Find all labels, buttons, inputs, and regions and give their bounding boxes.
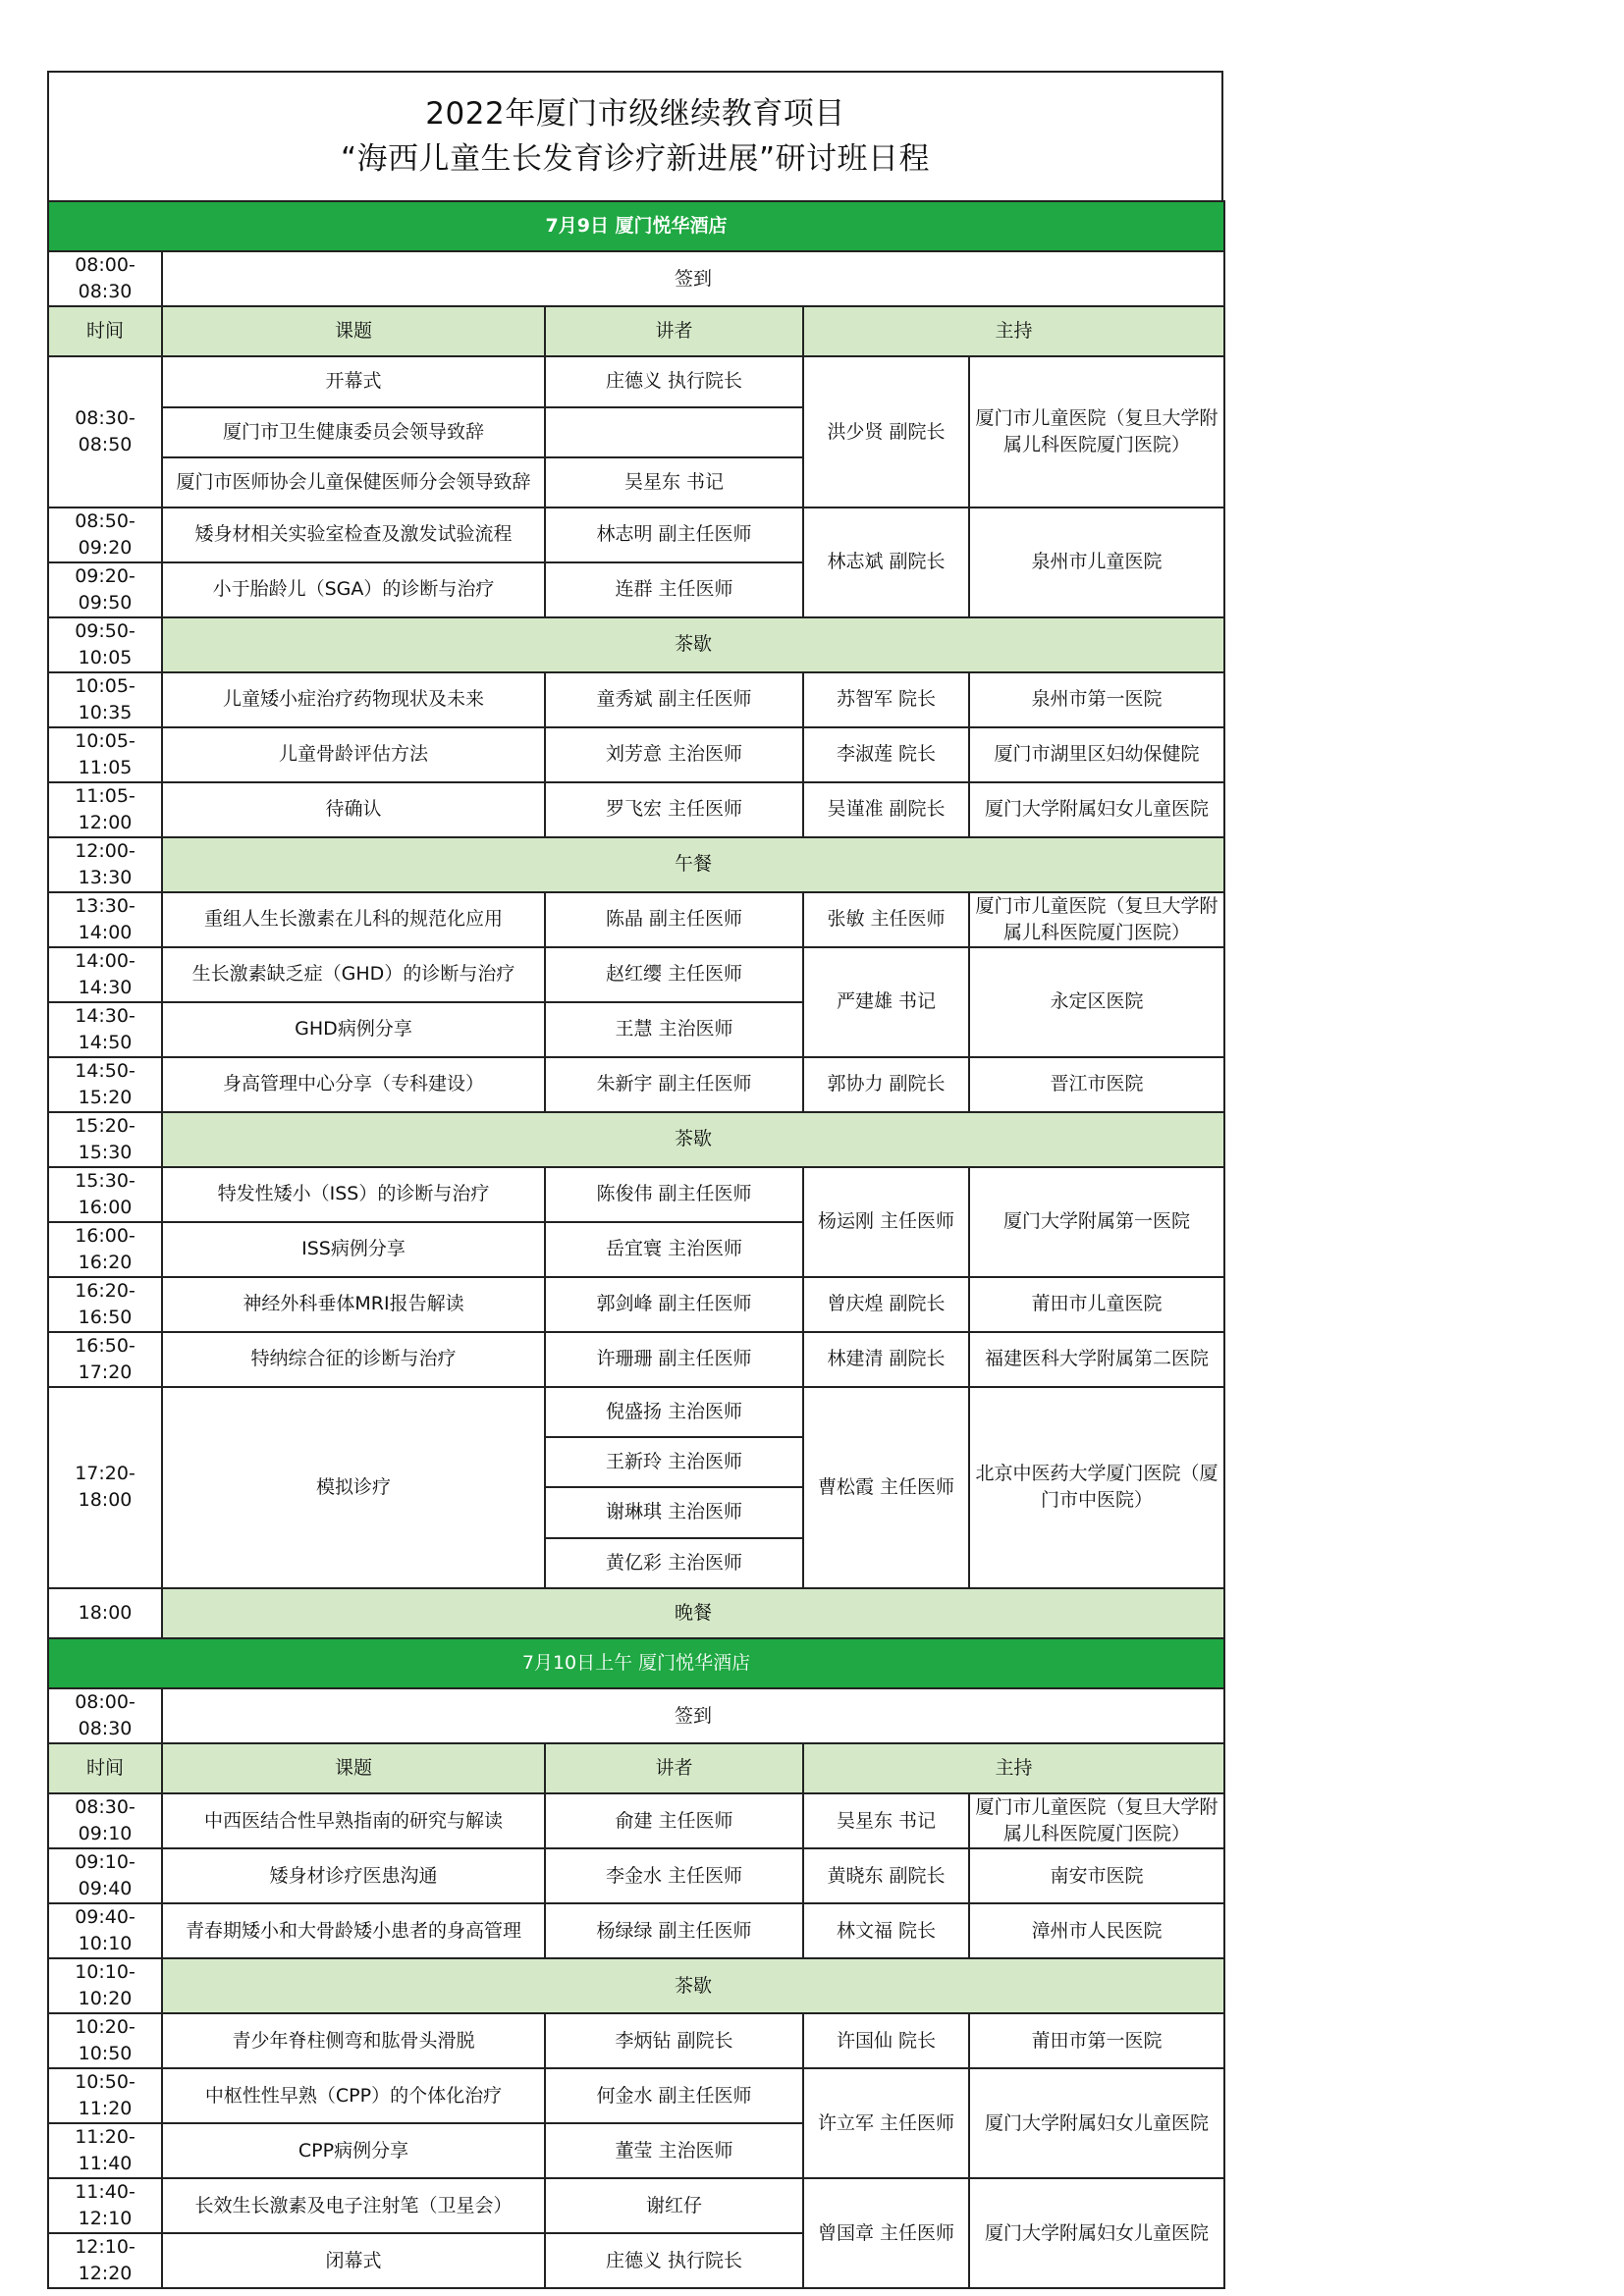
topic-cell: CPP病例分享 <box>162 2123 545 2178</box>
header-time: 时间 <box>48 1743 162 1793</box>
speaker-cell: 李金水 主任医师 <box>545 1848 803 1903</box>
host-cell: 黄晓东 副院长 <box>803 1848 969 1903</box>
time-cell: 10:20-10:50 <box>48 2013 162 2068</box>
topic-cell: 儿童骨龄评估方法 <box>162 727 545 782</box>
org-cell: 漳州市人民医院 <box>969 1903 1224 1958</box>
break-label: 茶歇 <box>162 1958 1224 2013</box>
host-cell: 张敏 主任医师 <box>803 892 969 947</box>
host-cell: 洪少贤 副院长 <box>803 356 969 507</box>
table-row <box>48 251 1224 306</box>
topic-cell: 小于胎龄儿（SGA）的诊断与治疗 <box>162 562 545 617</box>
org-cell: 莆田市第一医院 <box>969 2013 1224 2068</box>
host-cell: 吴谨准 副院长 <box>803 782 969 837</box>
host-cell: 李淑莲 院长 <box>803 727 969 782</box>
schedule-document <box>47 71 1223 2289</box>
org-cell: 厦门大学附属妇女儿童医院 <box>969 782 1224 837</box>
table-row <box>48 727 1224 782</box>
table-row <box>48 1903 1224 1958</box>
table-row <box>48 1167 1224 1222</box>
org-cell: 南安市医院 <box>969 1848 1224 1903</box>
org-cell: 永定区医院 <box>969 947 1224 1057</box>
topic-cell: 重组人生长激素在儿科的规范化应用 <box>162 892 545 947</box>
break-row <box>48 837 1224 892</box>
break-row <box>48 1112 1224 1167</box>
break-row <box>48 1958 1224 2013</box>
speaker-cell <box>545 407 803 457</box>
speaker-cell: 刘芳意 主治医师 <box>545 727 803 782</box>
signin-cell: 签到 <box>162 1688 1224 1743</box>
org-cell: 厦门大学附属第一医院 <box>969 1167 1224 1277</box>
section-title: 7月10日上午 厦门悦华酒店 <box>48 1638 1224 1688</box>
topic-cell: ISS病例分享 <box>162 1222 545 1277</box>
host-cell: 苏智军 院长 <box>803 672 969 727</box>
time-cell: 10:50-11:20 <box>48 2068 162 2123</box>
table-row <box>48 2068 1224 2123</box>
topic-cell: GHD病例分享 <box>162 1002 545 1057</box>
table-row <box>48 2178 1224 2233</box>
signin-cell: 签到 <box>162 251 1224 306</box>
break-label: 午餐 <box>162 837 1224 892</box>
table-row <box>48 782 1224 837</box>
break-label: 茶歇 <box>162 617 1224 672</box>
time-cell: 10:10-10:20 <box>48 1958 162 2013</box>
time-cell: 13:30-14:00 <box>48 892 162 947</box>
host-cell: 杨运刚 主任医师 <box>803 1167 969 1277</box>
speaker-cell: 倪盛扬 主治医师 <box>545 1387 803 1437</box>
topic-cell: 特纳综合征的诊断与治疗 <box>162 1332 545 1387</box>
speaker-cell: 王新玲 主治医师 <box>545 1437 803 1487</box>
time-cell: 14:00-14:30 <box>48 947 162 1002</box>
speaker-cell: 罗飞宏 主任医师 <box>545 782 803 837</box>
topic-cell: 厦门市医师协会儿童保健医师分会领导致辞 <box>162 457 545 507</box>
time-cell: 10:05-10:35 <box>48 672 162 727</box>
time-cell: 12:10-12:20 <box>48 2233 162 2288</box>
header-speaker: 讲者 <box>545 1743 803 1793</box>
speaker-cell: 杨绿绿 副主任医师 <box>545 1903 803 1958</box>
org-cell: 晋江市医院 <box>969 1057 1224 1112</box>
time-cell: 11:20-11:40 <box>48 2123 162 2178</box>
org-cell: 北京中医药大学厦门医院（厦门市中医院） <box>969 1387 1224 1588</box>
section-row-day1 <box>48 201 1224 251</box>
host-cell: 林志斌 副院长 <box>803 507 969 617</box>
speaker-cell: 庄德义 执行院长 <box>545 2233 803 2288</box>
speaker-cell: 朱新宇 副主任医师 <box>545 1057 803 1112</box>
topic-cell: 青少年脊柱侧弯和肱骨头滑脱 <box>162 2013 545 2068</box>
table-row <box>48 1688 1224 1743</box>
table-row <box>48 947 1224 1002</box>
time-cell: 14:50-15:20 <box>48 1057 162 1112</box>
header-speaker: 讲者 <box>545 306 803 356</box>
topic-cell: 生长激素缺乏症（GHD）的诊断与治疗 <box>162 947 545 1002</box>
title-line-1: 2022年厦门市级继续教育项目 <box>425 96 845 132</box>
topic-cell: 模拟诊疗 <box>162 1387 545 1588</box>
speaker-cell: 李炳钻 副院长 <box>545 2013 803 2068</box>
org-cell: 福建医科大学附属第二医院 <box>969 1332 1224 1387</box>
speaker-cell: 庄德义 执行院长 <box>545 356 803 406</box>
time-cell: 08:00-08:30 <box>48 1688 162 1743</box>
header-row <box>48 1743 1224 1793</box>
header-host: 主持 <box>803 306 1224 356</box>
time-cell: 16:50-17:20 <box>48 1332 162 1387</box>
time-cell: 08:50-09:20 <box>48 507 162 562</box>
header-host: 主持 <box>803 1743 1224 1793</box>
org-cell: 泉州市第一医院 <box>969 672 1224 727</box>
topic-cell: 开幕式 <box>162 356 545 406</box>
topic-cell: 特发性矮小（ISS）的诊断与治疗 <box>162 1167 545 1222</box>
section-row-day2 <box>48 1638 1224 1688</box>
time-cell: 10:05-11:05 <box>48 727 162 782</box>
time-cell: 16:00-16:20 <box>48 1222 162 1277</box>
speaker-cell: 俞建 主任医师 <box>545 1793 803 1848</box>
topic-cell: 中枢性性早熟（CPP）的个体化治疗 <box>162 2068 545 2123</box>
time-cell: 09:40-10:10 <box>48 1903 162 1958</box>
topic-cell: 矮身材诊疗医患沟通 <box>162 1848 545 1903</box>
speaker-cell: 岳宜寰 主治医师 <box>545 1222 803 1277</box>
speaker-cell: 郭剑峰 副主任医师 <box>545 1277 803 1332</box>
org-cell: 厦门大学附属妇女儿童医院 <box>969 2068 1224 2178</box>
table-row <box>48 356 1224 406</box>
host-cell: 曾庆煌 副院长 <box>803 1277 969 1332</box>
speaker-cell: 吴星东 书记 <box>545 457 803 507</box>
topic-cell: 青春期矮小和大骨龄矮小患者的身高管理 <box>162 1903 545 1958</box>
time-cell: 15:30-16:00 <box>48 1167 162 1222</box>
host-cell: 林建清 副院长 <box>803 1332 969 1387</box>
header-topic: 课题 <box>162 306 545 356</box>
speaker-cell: 连群 主任医师 <box>545 562 803 617</box>
table-row <box>48 1387 1224 1437</box>
org-cell: 厦门市湖里区妇幼保健院 <box>969 727 1224 782</box>
table-row <box>48 892 1224 947</box>
host-cell: 严建雄 书记 <box>803 947 969 1057</box>
break-row <box>48 617 1224 672</box>
time-cell: 12:00-13:30 <box>48 837 162 892</box>
time-cell: 09:20-09:50 <box>48 562 162 617</box>
time-cell: 08:30-09:10 <box>48 1793 162 1848</box>
table-row <box>48 1277 1224 1332</box>
time-cell: 17:20-18:00 <box>48 1387 162 1588</box>
host-cell: 林文福 院长 <box>803 1903 969 1958</box>
table-row <box>48 672 1224 727</box>
host-cell: 许国仙 院长 <box>803 2013 969 2068</box>
topic-cell: 中西医结合性早熟指南的研究与解读 <box>162 1793 545 1848</box>
host-cell: 曾国章 主任医师 <box>803 2178 969 2288</box>
topic-cell: 厦门市卫生健康委员会领导致辞 <box>162 407 545 457</box>
speaker-cell: 王慧 主治医师 <box>545 1002 803 1057</box>
title-block <box>47 71 1223 200</box>
time-cell: 11:05-12:00 <box>48 782 162 837</box>
speaker-cell: 黄亿彩 主治医师 <box>545 1538 803 1588</box>
host-cell: 许立军 主任医师 <box>803 2068 969 2178</box>
topic-cell: 闭幕式 <box>162 2233 545 2288</box>
topic-cell: 长效生长激素及电子注射笔（卫星会） <box>162 2178 545 2233</box>
speaker-cell: 陈俊伟 副主任医师 <box>545 1167 803 1222</box>
time-cell: 09:50-10:05 <box>48 617 162 672</box>
time-cell: 15:20-15:30 <box>48 1112 162 1167</box>
table-row <box>48 507 1224 562</box>
table-row <box>48 1793 1224 1848</box>
speaker-cell: 董莹 主治医师 <box>545 2123 803 2178</box>
break-label: 茶歇 <box>162 1112 1224 1167</box>
header-topic: 课题 <box>162 1743 545 1793</box>
table-row <box>48 1332 1224 1387</box>
table-row <box>48 1057 1224 1112</box>
host-cell: 曹松霞 主任医师 <box>803 1387 969 1588</box>
speaker-cell: 许珊珊 副主任医师 <box>545 1332 803 1387</box>
speaker-cell: 林志明 副主任医师 <box>545 507 803 562</box>
topic-cell: 神经外科垂体MRI报告解读 <box>162 1277 545 1332</box>
topic-cell: 身高管理中心分享（专科建设） <box>162 1057 545 1112</box>
title-line-2: “海西儿童生长发育诊疗新进展”研讨班日程 <box>340 141 931 177</box>
time-cell: 08:00-08:30 <box>48 251 162 306</box>
org-cell: 莆田市儿童医院 <box>969 1277 1224 1332</box>
host-cell: 吴星东 书记 <box>803 1793 969 1848</box>
org-cell: 厦门大学附属妇女儿童医院 <box>969 2178 1224 2288</box>
header-row <box>48 306 1224 356</box>
topic-cell: 儿童矮小症治疗药物现状及未来 <box>162 672 545 727</box>
org-cell: 泉州市儿童医院 <box>969 507 1224 617</box>
topic-cell: 矮身材相关实验室检查及激发试验流程 <box>162 507 545 562</box>
time-cell: 18:00 <box>48 1588 162 1638</box>
break-label: 晚餐 <box>162 1588 1224 1638</box>
time-cell: 08:30-08:50 <box>48 356 162 507</box>
speaker-cell: 陈晶 副主任医师 <box>545 892 803 947</box>
org-cell: 厦门市儿童医院（复旦大学附属儿科医院厦门医院） <box>969 1793 1224 1848</box>
host-cell: 郭协力 副院长 <box>803 1057 969 1112</box>
speaker-cell: 谢琳琪 主治医师 <box>545 1487 803 1537</box>
table-row <box>48 2013 1224 2068</box>
speaker-cell: 童秀斌 副主任医师 <box>545 672 803 727</box>
org-cell: 厦门市儿童医院（复旦大学附属儿科医院厦门医院） <box>969 356 1224 507</box>
table-row <box>48 1848 1224 1903</box>
schedule-table <box>47 200 1225 2289</box>
speaker-cell: 赵红缨 主任医师 <box>545 947 803 1002</box>
time-cell: 16:20-16:50 <box>48 1277 162 1332</box>
time-cell: 11:40-12:10 <box>48 2178 162 2233</box>
speaker-cell: 谢红仔 <box>545 2178 803 2233</box>
org-cell: 厦门市儿童医院（复旦大学附属儿科医院厦门医院） <box>969 892 1224 947</box>
break-row <box>48 1588 1224 1638</box>
speaker-cell: 何金水 副主任医师 <box>545 2068 803 2123</box>
time-cell: 09:10-09:40 <box>48 1848 162 1903</box>
topic-cell: 待确认 <box>162 782 545 837</box>
section-title: 7月9日 厦门悦华酒店 <box>48 201 1224 251</box>
time-cell: 14:30-14:50 <box>48 1002 162 1057</box>
header-time: 时间 <box>48 306 162 356</box>
